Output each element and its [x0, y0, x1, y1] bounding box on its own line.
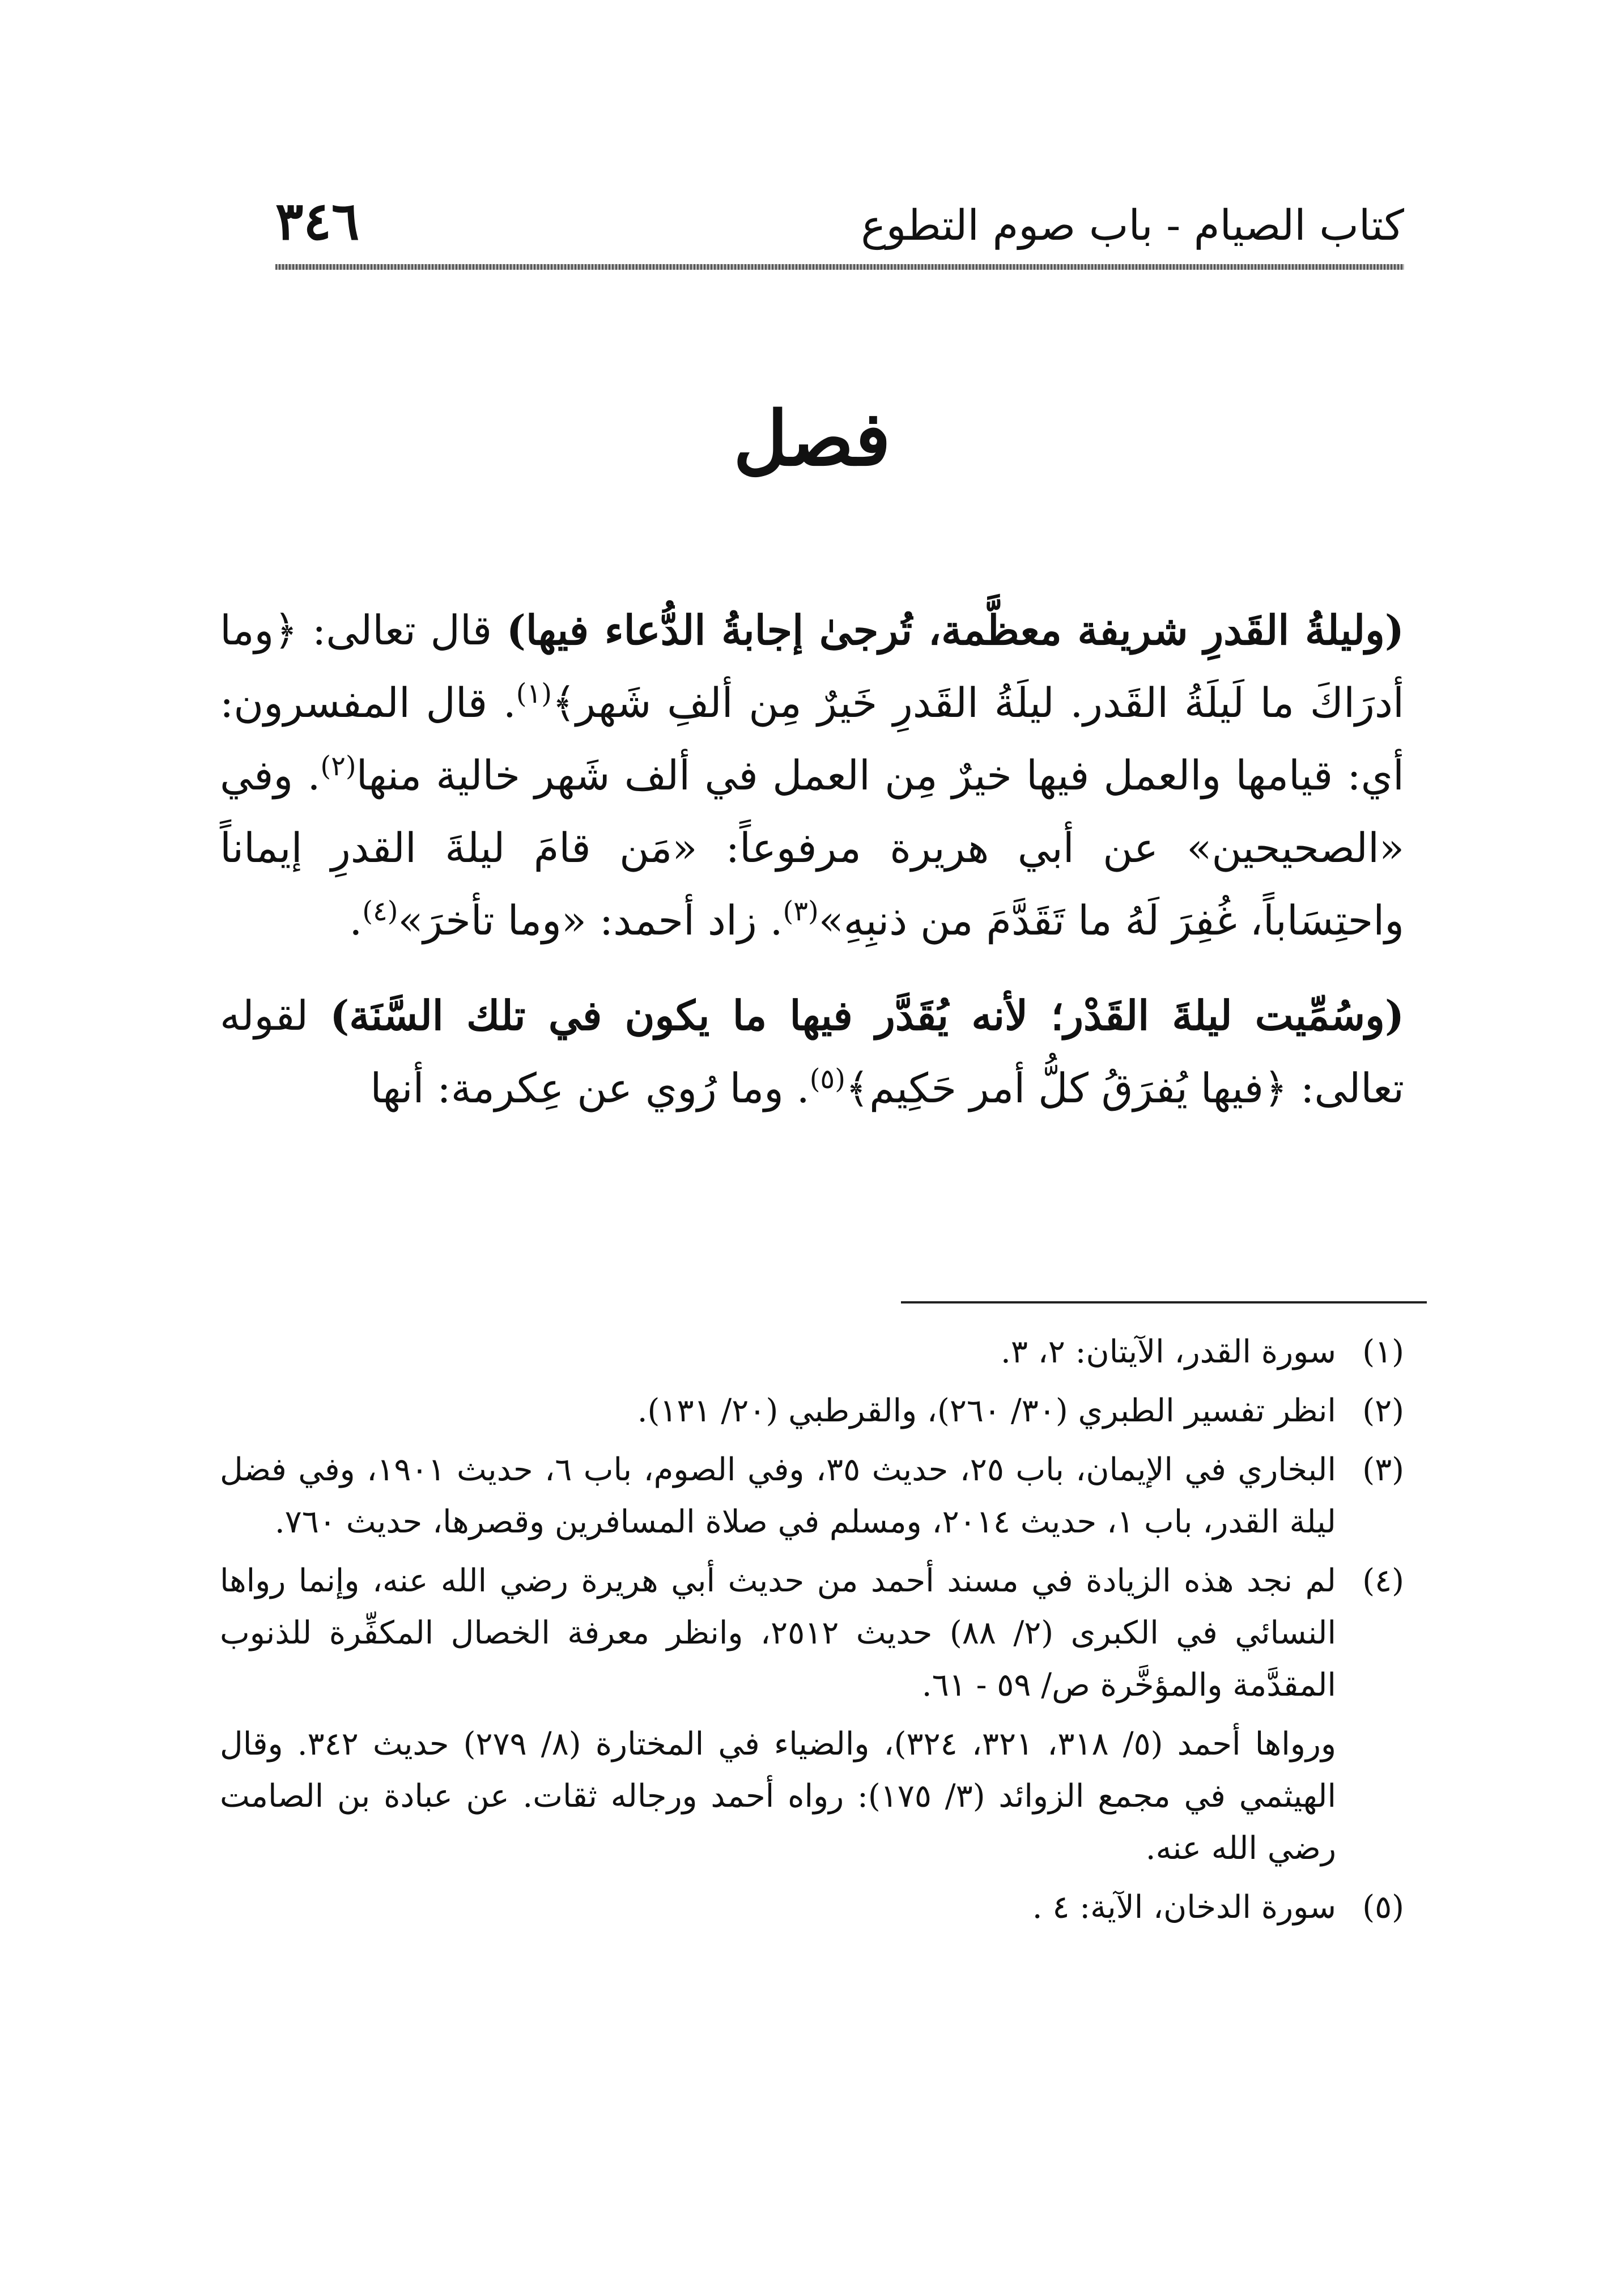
footnote-number: (١)	[1362, 1334, 1404, 1370]
footnote-text: البخاري في الإيمان، باب ٢٥، حديث ٣٥، وفي الصوم، باب ٦، حديث ١٩٠١، وفي فضل ليلة القدر، باب ١، حديث ٢٠١٤، ومسلم في صلاة المسافرين وقصرها، حديث ٧٦٠.	[220, 1451, 1336, 1540]
paragraph-1-text-c: . وفي «الصحيحين» عن أبي هريرة مرفوعاً: «مَن قامَ ليلةَ القدرِ إيماناً واحتِسَاباً، غُفِرَ لَهُ ما تَقَدَّمَ من ذنبِهِ»	[220, 751, 1404, 944]
footnote-number: (٤)	[1362, 1562, 1404, 1599]
paragraph-2-bold-intro: (وسُمِّيت ليلةَ القَدْر؛ لأنه يُقَدَّر فيها ما يكون في تلك السَّنَة)	[330, 991, 1405, 1039]
footnote-number: (٥)	[1362, 1889, 1404, 1926]
footnotes	[220, 1326, 1404, 1940]
footnote-ref-5: (٥)	[809, 1063, 845, 1095]
footnote-ref-3: (٣)	[783, 895, 819, 927]
footnote-5	[220, 1882, 1404, 1934]
footnote-rule	[901, 1301, 1427, 1303]
footnote-text: سورة الدخان، الآية: ٤ .	[1032, 1889, 1336, 1926]
paragraph-2-text-a: لقوله تعالى: ﴿فيها يُفرَقُ كلُّ أمر حَكِيم﴾	[220, 992, 1404, 1112]
footnote-number: (٣)	[1362, 1451, 1404, 1488]
footnote-text: لم نجد هذه الزيادة في مسند أحمد من حديث أبي هريرة رضي الله عنه، وإنما رواها النسائي في الكبرى (٢/ ٨٨) حديث ٢٥١٢، وانظر معرفة الخصال المكفِّرة للذنوب المقدَّمة والمؤخَّرة ص/ ٥٩ - ٦١.	[220, 1562, 1337, 1704]
footnote-number: (٢)	[1362, 1392, 1404, 1429]
paragraph-2-text-b: . وما رُوي عن عِكرمة: أنها	[370, 1064, 810, 1112]
footnote-text: سورة القدر، الآيتان: ٢، ٣.	[1001, 1334, 1336, 1370]
footnote-4	[220, 1555, 1404, 1712]
footnote-text: انظر تفسير الطبري (٣٠/ ٢٦٠)، والقرطبي (٢٠/ ١٣١).	[637, 1392, 1336, 1429]
footnote-1	[220, 1326, 1404, 1378]
header-rule	[275, 264, 1404, 270]
footnote-4-continuation: ورواها أحمد (٥/ ٣١٨، ٣٢١، ٣٢٤)، والضياء في المختارة (٨/ ٢٧٩) حديث ٣٤٢. وقال الهيثمي في مجمع الزوائد (٣/ ١٧٥): رواه أحمد ورجاله ثقات. عن عبادة بن الصامت رضي الله عنه.	[220, 1726, 1337, 1867]
footnote-ref-4: (٤)	[362, 895, 398, 927]
main-text	[220, 594, 1404, 1147]
paragraph-1-text-b: . قال المفسرون: أي: قيامها والعمل فيها خيرٌ مِن العمل في ألف شَهر خالية منها	[220, 679, 1404, 799]
paragraph-1-text-e: .	[349, 897, 363, 944]
running-header	[275, 187, 1404, 261]
header-title: كتاب الصيام - باب صوم التطوع	[861, 201, 1404, 250]
footnote-ref-1: (١)	[516, 678, 552, 710]
section-title: فصل	[733, 395, 891, 483]
footnote-3	[220, 1444, 1404, 1548]
footnote-2	[220, 1385, 1404, 1437]
page-number: ٣٤٦	[275, 190, 360, 252]
paragraph-1-bold-intro: (وليلةُ القَدرِ شريفة معظَّمة، تُرجىٰ إجابةُ الدُّعاء فيها)	[506, 606, 1404, 654]
paragraph-2	[220, 979, 1404, 1124]
paragraph-1	[220, 594, 1404, 957]
footnote-ref-2: (٢)	[320, 750, 356, 782]
paragraph-1-text-d: . زاد أحمد: «وما تأخرَ»	[398, 897, 783, 944]
paragraph-1-text-a: قال تعالى: ﴿وما أدرَاكَ ما لَيلَةُ القَدر. ليلَةُ القَدرِ خَيرٌ مِن ألفِ شَهر﴾	[220, 606, 1404, 727]
